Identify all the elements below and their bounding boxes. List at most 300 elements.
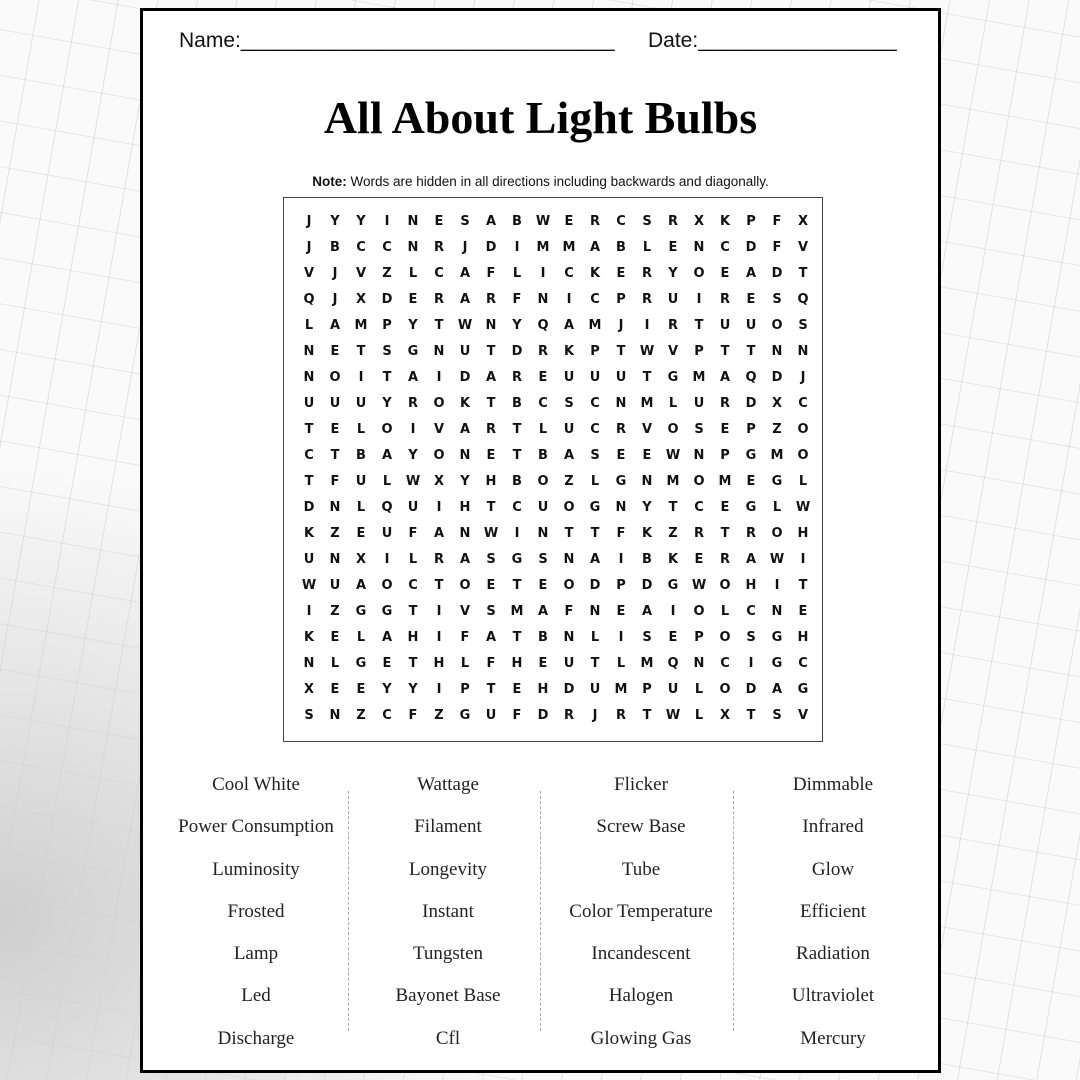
grid-letter[interactable]: L xyxy=(642,240,652,255)
grid-letter[interactable]: T xyxy=(330,448,340,463)
grid-letter[interactable]: C xyxy=(512,500,522,515)
grid-letter[interactable]: T xyxy=(512,422,522,437)
grid-letter[interactable]: O xyxy=(693,604,705,619)
grid-letter[interactable]: E xyxy=(746,474,756,489)
grid-letter[interactable]: N xyxy=(641,474,653,489)
grid-letter[interactable]: A xyxy=(485,630,497,645)
grid-letter[interactable]: Y xyxy=(642,500,652,515)
grid-letter[interactable]: R xyxy=(589,214,600,229)
grid-letter[interactable]: F xyxy=(460,630,470,645)
grid-letter[interactable]: L xyxy=(356,422,366,437)
grid-letter[interactable]: R xyxy=(433,552,444,567)
grid-letter[interactable]: W xyxy=(535,214,551,229)
grid-letter[interactable]: Y xyxy=(408,448,418,463)
grid-letter[interactable]: N xyxy=(329,708,341,723)
grid-letter[interactable]: H xyxy=(459,500,471,515)
grid-letter[interactable]: D xyxy=(563,682,575,697)
grid-letter[interactable]: E xyxy=(694,552,704,567)
grid-letter[interactable]: U xyxy=(693,396,705,411)
grid-letter[interactable]: K xyxy=(459,396,471,411)
grid-letter[interactable]: R xyxy=(641,292,652,307)
grid-letter[interactable]: Z xyxy=(564,474,574,489)
grid-letter[interactable]: P xyxy=(694,344,704,359)
grid-letter[interactable]: N xyxy=(771,344,783,359)
grid-letter[interactable]: I xyxy=(436,604,442,619)
grid-letter[interactable]: A xyxy=(355,578,367,593)
grid-letter[interactable]: E xyxy=(616,266,626,281)
grid-letter[interactable]: I xyxy=(436,500,442,515)
grid-letter[interactable]: F xyxy=(512,708,522,723)
grid-letter[interactable]: N xyxy=(537,292,549,307)
grid-letter[interactable]: S xyxy=(590,448,600,463)
grid-letter[interactable]: C xyxy=(564,266,574,281)
grid-letter[interactable]: A xyxy=(485,214,497,229)
grid-letter[interactable]: J xyxy=(332,292,338,307)
grid-letter[interactable]: E xyxy=(720,500,730,515)
grid-letter[interactable]: R xyxy=(537,344,548,359)
grid-letter[interactable]: Y xyxy=(408,682,418,697)
grid-letter[interactable]: G xyxy=(667,578,679,593)
grid-letter[interactable]: M xyxy=(588,318,602,333)
grid-letter[interactable]: V xyxy=(433,422,445,437)
grid-letter[interactable]: M xyxy=(614,682,628,697)
grid-letter[interactable]: A xyxy=(381,630,393,645)
grid-letter[interactable]: Z xyxy=(434,708,444,723)
grid-letter[interactable]: L xyxy=(408,552,418,567)
grid-letter[interactable]: S xyxy=(460,214,470,229)
grid-letter[interactable]: M xyxy=(640,656,654,671)
grid-letter[interactable]: Y xyxy=(668,266,678,281)
grid-letter[interactable]: M xyxy=(692,370,706,385)
grid-letter[interactable]: G xyxy=(381,604,393,619)
grid-letter[interactable]: Q xyxy=(537,318,549,333)
grid-letter[interactable]: A xyxy=(719,370,731,385)
grid-letter[interactable]: Z xyxy=(772,422,782,437)
grid-letter[interactable]: V xyxy=(797,708,809,723)
grid-letter[interactable]: D xyxy=(303,500,315,515)
grid-letter[interactable]: G xyxy=(797,682,809,697)
grid-letter[interactable]: C xyxy=(382,708,392,723)
grid-letter[interactable]: M xyxy=(718,474,732,489)
grid-letter[interactable]: O xyxy=(459,578,471,593)
grid-letter[interactable]: U xyxy=(589,682,601,697)
grid-letter[interactable]: F xyxy=(330,474,340,489)
grid-letter[interactable]: S xyxy=(772,708,782,723)
grid-letter[interactable]: N xyxy=(589,604,601,619)
grid-letter[interactable]: U xyxy=(667,682,679,697)
grid-letter[interactable]: O xyxy=(719,578,731,593)
grid-letter[interactable]: T xyxy=(590,526,600,541)
grid-letter[interactable]: L xyxy=(616,656,626,671)
grid-letter[interactable]: R xyxy=(693,526,704,541)
grid-letter[interactable]: F xyxy=(772,214,782,229)
grid-letter[interactable]: L xyxy=(408,266,418,281)
grid-letter[interactable]: F xyxy=(408,526,418,541)
grid-letter[interactable]: L xyxy=(694,682,704,697)
grid-letter[interactable]: O xyxy=(537,474,549,489)
grid-letter[interactable]: L xyxy=(694,708,704,723)
grid-letter[interactable]: R xyxy=(433,292,444,307)
grid-letter[interactable]: F xyxy=(486,656,496,671)
grid-letter[interactable]: D xyxy=(771,370,783,385)
grid-letter[interactable]: W xyxy=(301,578,317,593)
grid-letter[interactable]: P xyxy=(616,292,626,307)
grid-letter[interactable]: S xyxy=(564,396,574,411)
grid-letter[interactable]: N xyxy=(537,526,549,541)
grid-letter[interactable]: C xyxy=(720,240,730,255)
grid-letter[interactable]: I xyxy=(436,682,442,697)
grid-letter[interactable]: B xyxy=(356,448,366,463)
grid-letter[interactable]: J xyxy=(800,370,806,385)
grid-letter[interactable]: A xyxy=(459,266,471,281)
grid-letter[interactable]: S xyxy=(486,604,496,619)
grid-letter[interactable]: N xyxy=(615,396,627,411)
grid-letter[interactable]: A xyxy=(563,318,575,333)
grid-letter[interactable]: W xyxy=(405,474,421,489)
grid-letter[interactable]: N xyxy=(693,448,705,463)
grid-letter[interactable]: A xyxy=(459,552,471,567)
grid-letter[interactable]: D xyxy=(511,344,523,359)
grid-letter[interactable]: C xyxy=(746,604,756,619)
grid-letter[interactable]: S xyxy=(304,708,314,723)
grid-letter[interactable]: N xyxy=(771,604,783,619)
grid-letter[interactable]: H xyxy=(537,682,549,697)
grid-letter[interactable]: U xyxy=(303,552,315,567)
grid-letter[interactable]: D xyxy=(745,682,757,697)
grid-letter[interactable]: C xyxy=(694,500,704,515)
grid-letter[interactable]: P xyxy=(382,318,392,333)
grid-letter[interactable]: U xyxy=(329,578,341,593)
grid-letter[interactable]: U xyxy=(485,708,497,723)
grid-letter[interactable]: E xyxy=(486,448,496,463)
grid-letter[interactable]: U xyxy=(719,318,731,333)
grid-letter[interactable]: D xyxy=(745,396,757,411)
grid-letter[interactable]: O xyxy=(797,448,809,463)
grid-letter[interactable]: E xyxy=(538,370,548,385)
grid-letter[interactable]: O xyxy=(693,266,705,281)
grid-letter[interactable]: K xyxy=(563,344,575,359)
grid-letter[interactable]: K xyxy=(303,526,315,541)
grid-letter[interactable]: N xyxy=(303,370,315,385)
grid-letter[interactable]: E xyxy=(330,422,340,437)
grid-letter[interactable]: Y xyxy=(512,318,522,333)
grid-letter[interactable]: O xyxy=(433,448,445,463)
grid-letter[interactable]: E xyxy=(668,630,678,645)
grid-letter[interactable]: U xyxy=(667,292,679,307)
grid-letter[interactable]: O xyxy=(771,526,783,541)
grid-letter[interactable]: C xyxy=(590,396,600,411)
grid-letter[interactable]: H xyxy=(745,578,757,593)
grid-letter[interactable]: Y xyxy=(460,474,470,489)
grid-letter[interactable]: U xyxy=(563,422,575,437)
grid-letter[interactable]: I xyxy=(774,578,780,593)
grid-letter[interactable]: Z xyxy=(330,526,340,541)
grid-letter[interactable]: B xyxy=(616,240,626,255)
grid-letter[interactable]: P xyxy=(460,682,470,697)
grid-letter[interactable]: B xyxy=(512,474,522,489)
grid-letter[interactable]: S xyxy=(642,214,652,229)
grid-letter[interactable]: G xyxy=(667,370,679,385)
grid-letter[interactable]: I xyxy=(566,292,572,307)
grid-letter[interactable]: A xyxy=(745,266,757,281)
grid-letter[interactable]: A xyxy=(745,552,757,567)
grid-letter[interactable]: J xyxy=(592,708,598,723)
grid-letter[interactable]: T xyxy=(434,318,444,333)
grid-letter[interactable]: V xyxy=(641,422,653,437)
grid-letter[interactable]: R xyxy=(433,240,444,255)
grid-letter[interactable]: U xyxy=(355,474,367,489)
grid-letter[interactable]: I xyxy=(436,370,442,385)
grid-letter[interactable]: F xyxy=(486,266,496,281)
grid-letter[interactable]: F xyxy=(408,708,418,723)
grid-letter[interactable]: P xyxy=(746,214,756,229)
grid-letter[interactable]: I xyxy=(644,318,650,333)
grid-letter[interactable]: T xyxy=(304,474,314,489)
grid-letter[interactable]: R xyxy=(615,422,626,437)
grid-letter[interactable]: T xyxy=(486,344,496,359)
grid-letter[interactable]: B xyxy=(512,214,522,229)
grid-letter[interactable]: D xyxy=(485,240,497,255)
grid-letter[interactable]: A xyxy=(433,526,445,541)
grid-letter[interactable]: U xyxy=(563,370,575,385)
grid-letter[interactable]: V xyxy=(355,266,367,281)
grid-letter[interactable]: I xyxy=(696,292,702,307)
grid-letter[interactable]: X xyxy=(693,214,705,229)
grid-letter[interactable]: U xyxy=(407,500,419,515)
grid-letter[interactable]: R xyxy=(485,292,496,307)
grid-letter[interactable]: T xyxy=(720,526,730,541)
grid-letter[interactable]: L xyxy=(590,630,600,645)
grid-letter[interactable]: X xyxy=(719,708,731,723)
grid-letter[interactable]: A xyxy=(771,682,783,697)
grid-letter[interactable]: J xyxy=(306,214,312,229)
grid-letter[interactable]: V xyxy=(797,240,809,255)
grid-letter[interactable]: E xyxy=(746,292,756,307)
grid-letter[interactable]: N xyxy=(407,240,419,255)
grid-letter[interactable]: T xyxy=(798,578,808,593)
grid-letter[interactable]: W xyxy=(769,552,785,567)
grid-letter[interactable]: G xyxy=(615,474,627,489)
grid-letter[interactable]: A xyxy=(589,240,601,255)
grid-letter[interactable]: D xyxy=(381,292,393,307)
grid-letter[interactable]: O xyxy=(381,578,393,593)
grid-letter[interactable]: L xyxy=(798,474,808,489)
grid-letter[interactable]: G xyxy=(511,552,523,567)
grid-letter[interactable]: S xyxy=(694,422,704,437)
grid-letter[interactable]: H xyxy=(797,526,809,541)
grid-letter[interactable]: T xyxy=(512,630,522,645)
grid-letter[interactable]: C xyxy=(538,396,548,411)
grid-letter[interactable]: C xyxy=(356,240,366,255)
grid-letter[interactable]: Q xyxy=(381,500,393,515)
grid-letter[interactable]: T xyxy=(512,448,522,463)
grid-letter[interactable]: D xyxy=(641,578,653,593)
grid-letter[interactable]: P xyxy=(590,344,600,359)
grid-letter[interactable]: Y xyxy=(382,682,392,697)
grid-letter[interactable]: N xyxy=(329,500,341,515)
grid-letter[interactable]: I xyxy=(514,526,520,541)
grid-letter[interactable]: E xyxy=(408,292,418,307)
grid-letter[interactable]: A xyxy=(563,448,575,463)
grid-letter[interactable]: J xyxy=(306,240,312,255)
grid-letter[interactable]: W xyxy=(483,526,499,541)
grid-letter[interactable]: K xyxy=(641,526,653,541)
grid-letter[interactable]: S xyxy=(746,630,756,645)
grid-letter[interactable]: E xyxy=(720,422,730,437)
grid-letter[interactable]: X xyxy=(355,292,367,307)
grid-letter[interactable]: G xyxy=(589,500,601,515)
grid-letter[interactable]: L xyxy=(356,500,366,515)
grid-letter[interactable]: T xyxy=(382,370,392,385)
grid-letter[interactable]: T xyxy=(304,422,314,437)
grid-letter[interactable]: N xyxy=(615,500,627,515)
grid-letter[interactable]: L xyxy=(720,604,730,619)
grid-letter[interactable]: J xyxy=(618,318,624,333)
grid-letter[interactable]: U xyxy=(329,396,341,411)
grid-letter[interactable]: S xyxy=(538,552,548,567)
grid-letter[interactable]: H xyxy=(511,656,523,671)
grid-letter[interactable]: K xyxy=(589,266,601,281)
grid-letter[interactable]: A xyxy=(485,370,497,385)
grid-letter[interactable]: L xyxy=(460,656,470,671)
grid-letter[interactable]: C xyxy=(798,396,808,411)
grid-letter[interactable]: R xyxy=(667,214,678,229)
grid-letter[interactable]: N xyxy=(693,656,705,671)
grid-letter[interactable]: E xyxy=(434,214,444,229)
grid-letter[interactable]: N xyxy=(303,344,315,359)
grid-letter[interactable]: U xyxy=(615,370,627,385)
grid-letter[interactable]: G xyxy=(355,604,367,619)
grid-letter[interactable]: G xyxy=(355,656,367,671)
grid-letter[interactable]: T xyxy=(408,604,418,619)
grid-letter[interactable]: L xyxy=(590,474,600,489)
grid-letter[interactable]: Z xyxy=(382,266,392,281)
grid-letter[interactable]: C xyxy=(798,656,808,671)
grid-letter[interactable]: L xyxy=(512,266,522,281)
grid-letter[interactable]: X xyxy=(303,682,315,697)
grid-letter[interactable]: G xyxy=(771,656,783,671)
grid-letter[interactable]: C xyxy=(434,266,444,281)
grid-letter[interactable]: E xyxy=(564,214,574,229)
grid-letter[interactable]: L xyxy=(668,396,678,411)
grid-letter[interactable]: P xyxy=(694,630,704,645)
grid-letter[interactable]: S xyxy=(772,292,782,307)
grid-letter[interactable]: N xyxy=(303,656,315,671)
grid-letter[interactable]: I xyxy=(306,604,312,619)
grid-letter[interactable]: O xyxy=(797,422,809,437)
grid-letter[interactable]: O xyxy=(563,500,575,515)
grid-letter[interactable]: N xyxy=(407,214,419,229)
grid-letter[interactable]: I xyxy=(540,266,546,281)
grid-letter[interactable]: G xyxy=(771,630,783,645)
grid-letter[interactable]: R xyxy=(615,708,626,723)
grid-letter[interactable]: S xyxy=(798,318,808,333)
grid-letter[interactable]: M xyxy=(536,240,550,255)
grid-letter[interactable]: H xyxy=(407,630,419,645)
grid-letter[interactable]: V xyxy=(303,266,315,281)
grid-letter[interactable]: V xyxy=(667,344,679,359)
grid-letter[interactable]: F xyxy=(616,526,626,541)
grid-letter[interactable]: A xyxy=(459,422,471,437)
grid-letter[interactable]: Z xyxy=(356,708,366,723)
grid-letter[interactable]: V xyxy=(459,604,471,619)
grid-letter[interactable]: E xyxy=(642,448,652,463)
grid-letter[interactable]: T xyxy=(486,682,496,697)
grid-letter[interactable]: B xyxy=(538,630,548,645)
grid-letter[interactable]: N xyxy=(693,240,705,255)
grid-letter[interactable]: P xyxy=(746,422,756,437)
grid-letter[interactable]: T xyxy=(590,656,600,671)
grid-letter[interactable]: U xyxy=(355,396,367,411)
grid-letter[interactable]: E xyxy=(616,448,626,463)
grid-letter[interactable]: I xyxy=(384,214,390,229)
grid-letter[interactable]: T xyxy=(668,500,678,515)
grid-letter[interactable]: D xyxy=(745,240,757,255)
grid-letter[interactable]: I xyxy=(410,422,416,437)
grid-letter[interactable]: U xyxy=(563,656,575,671)
grid-letter[interactable]: T xyxy=(434,578,444,593)
grid-letter[interactable]: W xyxy=(457,318,473,333)
grid-letter[interactable]: I xyxy=(618,630,624,645)
grid-letter[interactable]: A xyxy=(407,370,419,385)
grid-letter[interactable]: O xyxy=(719,630,731,645)
grid-letter[interactable]: E xyxy=(668,240,678,255)
grid-letter[interactable]: O xyxy=(719,682,731,697)
grid-letter[interactable]: W xyxy=(795,500,811,515)
grid-letter[interactable]: R xyxy=(563,708,574,723)
grid-letter[interactable]: W xyxy=(691,578,707,593)
grid-letter[interactable]: M xyxy=(666,474,680,489)
grid-letter[interactable]: F xyxy=(512,292,522,307)
grid-letter[interactable]: Z xyxy=(668,526,678,541)
grid-letter[interactable]: E xyxy=(486,578,496,593)
grid-letter[interactable]: A xyxy=(381,448,393,463)
grid-letter[interactable]: E xyxy=(382,656,392,671)
grid-letter[interactable]: A xyxy=(459,292,471,307)
grid-letter[interactable]: I xyxy=(358,370,364,385)
grid-letter[interactable]: T xyxy=(564,526,574,541)
grid-letter[interactable]: O xyxy=(329,370,341,385)
grid-letter[interactable]: C xyxy=(590,292,600,307)
grid-letter[interactable]: G xyxy=(745,448,757,463)
grid-letter[interactable]: D xyxy=(459,370,471,385)
grid-letter[interactable]: L xyxy=(772,500,782,515)
grid-letter[interactable]: N xyxy=(433,344,445,359)
grid-letter[interactable]: R xyxy=(407,396,418,411)
grid-letter[interactable]: L xyxy=(304,318,314,333)
grid-letter[interactable]: T xyxy=(356,344,366,359)
grid-letter[interactable]: E xyxy=(356,526,366,541)
grid-letter[interactable]: E xyxy=(330,630,340,645)
grid-letter[interactable]: T xyxy=(720,344,730,359)
grid-letter[interactable]: P xyxy=(642,682,652,697)
grid-letter[interactable]: T xyxy=(486,396,496,411)
grid-letter[interactable]: R xyxy=(511,370,522,385)
grid-letter[interactable]: Q xyxy=(667,656,679,671)
grid-letter[interactable]: I xyxy=(436,630,442,645)
grid-letter[interactable]: A xyxy=(589,552,601,567)
grid-letter[interactable]: R xyxy=(719,552,730,567)
grid-letter[interactable]: U xyxy=(459,344,471,359)
grid-letter[interactable]: T xyxy=(486,500,496,515)
grid-letter[interactable]: T xyxy=(616,344,626,359)
grid-letter[interactable]: Y xyxy=(356,214,366,229)
grid-letter[interactable]: E xyxy=(356,682,366,697)
grid-letter[interactable]: U xyxy=(745,318,757,333)
grid-letter[interactable]: U xyxy=(303,396,315,411)
grid-letter[interactable]: N xyxy=(563,552,575,567)
grid-letter[interactable]: H xyxy=(797,630,809,645)
